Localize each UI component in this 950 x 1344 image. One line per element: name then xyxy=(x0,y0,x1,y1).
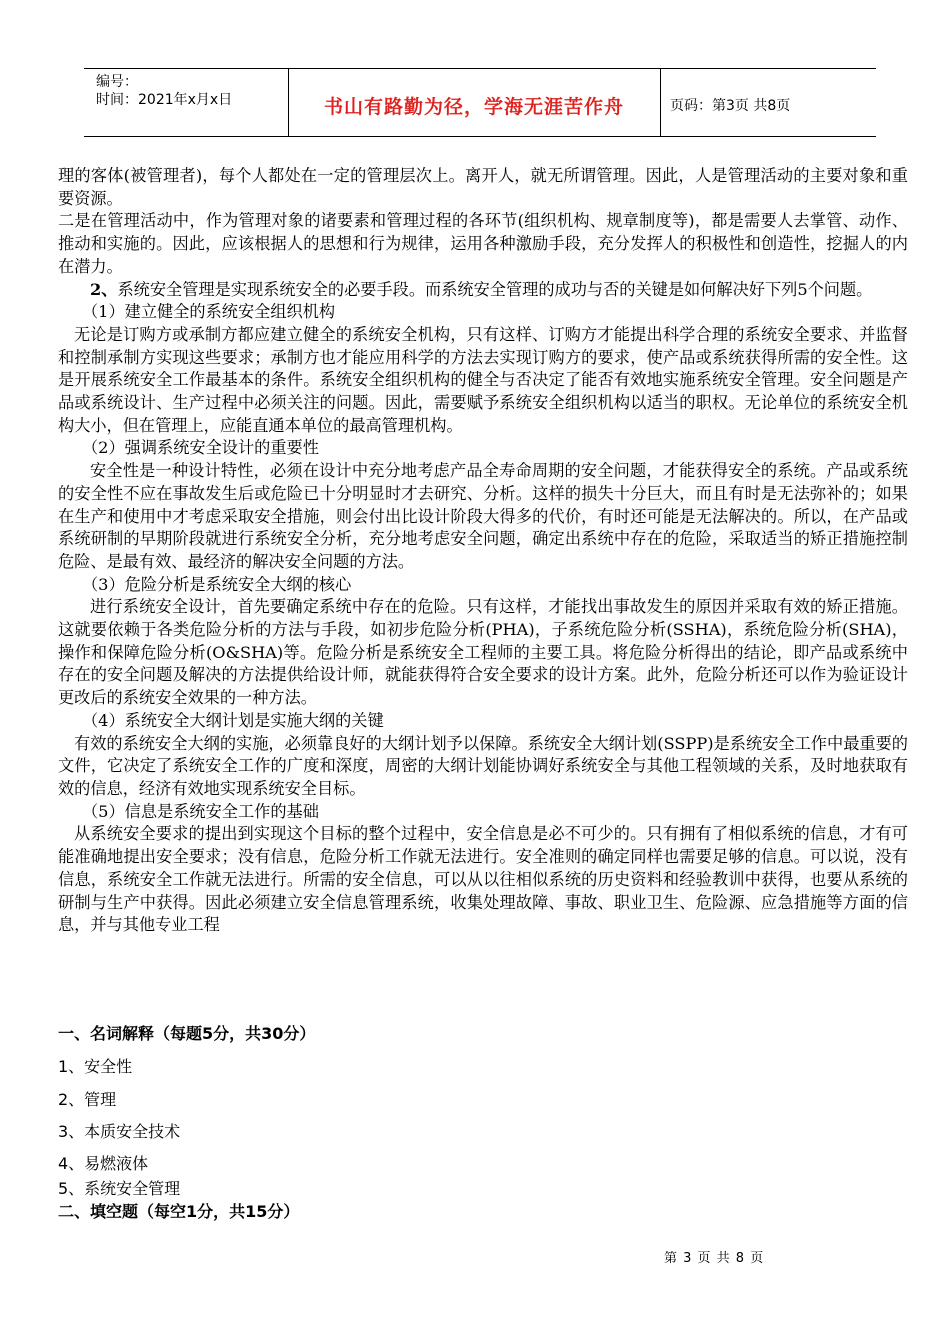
section-title-fill-blank: 二、填空题（每空1分，共15分） xyxy=(58,1202,300,1221)
subheading: （5）信息是系统安全工作的基础 xyxy=(82,801,319,821)
document-time-label: 时间：2021年x月x日 xyxy=(96,92,233,108)
header-divider xyxy=(660,69,661,136)
definition-item: 2、管理 xyxy=(58,1090,117,1109)
subheading: （3）危险分析是系统安全大纲的核心 xyxy=(82,574,352,594)
definition-item: 1、安全性 xyxy=(58,1057,133,1076)
subheading: （4）系统安全大纲计划是实施大纲的关键 xyxy=(82,710,384,730)
definition-item: 4、易燃液体 xyxy=(58,1154,149,1173)
paragraph xyxy=(58,279,908,302)
document-number-label: 编号： xyxy=(96,74,138,90)
definition-item: 5、系统安全管理 xyxy=(58,1179,181,1198)
paragraph: 有效的系统安全大纲的实施，必须靠良好的大纲计划予以保障。系统安全大纲计划(SSPP)是系统安全工作中最重要的文件，它决定了系统安全工作的广度和深度，周密的大纲计划能协调好系统安全与其他工程领域的关系，及时地获取有效的信息，经济有效地实现系统安全目标。 xyxy=(58,733,908,798)
header-motto: 书山有路勤为径，学海无涯苦作舟 xyxy=(323,96,624,118)
paragraph: 无论是订购方或承制方都应建立健全的系统安全机构，只有这样、订购方才能提出科学合理的系统安全要求、并监督和控制承制方实现这些要求；承制方也才能应用科学的方法去实现订购方的要求，使产品或系统获得所需的安全性。这是开展系统安全工作最基本的条件。系统安全组织机构的健全与否决定了能否有效地实施系统安全管理。安全问题是产品或系统设计、生产过程中必须关注的问题。因此，需要赋予系统安全组织机构以适当的职权。无论单位的系统安全机构大小，但在管理上，应能直通本单位的最高管理机构。 xyxy=(58,324,908,435)
paragraph-text: 系统安全管理是实现系统安全的必要手段。而系统安全管理的成功与否的关键是如何解决好下列5个问题。 xyxy=(117,279,873,299)
subheading: （1）建立健全的系统安全组织机构 xyxy=(82,302,336,322)
subheading: （2）强调系统安全设计的重要性 xyxy=(82,438,319,458)
point-number: 2、 xyxy=(90,279,118,299)
section-title-definitions: 一、名词解释（每题5分，共30分） xyxy=(58,1024,316,1043)
paragraph: 进行系统安全设计，首先要确定系统中存在的危险。只有这样，才能找出事故发生的原因并采取有效的矫正措施。这就要依赖于各类危险分析的方法与手段，如初步危险分析(PHA)，子系统危险分析(SSHA)，系统危险分析(SHA)，操作和保障危险分析(O&SHA)等。危险分析是系统安全工程师的主要工具。将危险分析得出的结论，即产品或系统中存在的安全问题及解决的方法提供给设计师，就能获得符合安全要求的设计方案。此外，危险分析还可以作为验证设计更改后的系统安全效果的一种方法。 xyxy=(58,597,908,708)
definition-item: 3、本质安全技术 xyxy=(58,1122,181,1141)
page-footer: 第 3 页 共 8 页 xyxy=(664,1251,764,1266)
paragraph: 二是在管理活动中，作为管理对象的诸要素和管理过程的各环节(组织机构、规章制度等)，都是需要人去掌管、动作、推动和实施的。因此，应该根据人的思想和行为规律，运用各种激励手段，充分发挥人的积极性和创造性，挖掘人的内在潜力。 xyxy=(58,211,908,276)
paragraph: 安全性是一种设计特性，必须在设计中充分地考虑产品全寿命周期的安全问题，才能获得安全的系统。产品或系统的安全性不应在事故发生后或危险已十分明显时才去研究、分析。这样的损失十分巨大，而且有时是无法弥补的；如果在生产和使用中才考虑采取安全措施，则会付出比设计阶段大得多的代价，有时还可能是无法解决的。所以，在产品或系统研制的早期阶段就进行系统安全分析，充分地考虑安全问题，确定出系统中存在的危险，采取适当的矫正措施控制危险、是最有效、最经济的解决安全问题的方法。 xyxy=(58,461,908,571)
header-page-label: 页码：第3页 共8页 xyxy=(670,98,791,114)
header-meta xyxy=(96,73,232,109)
paragraph: 从系统安全要求的提出到实现这个目标的整个过程中，安全信息是必不可少的。只有拥有了相似系统的信息，才有可能准确地提出安全要求；没有信息，危险分析工作就无法进行。安全准则的确定同样也需要足够的信息。可以说，没有信息，系统安全工作就无法进行。所需的安全信息，可以从以往相似系统的历史资料和经验教训中获得，也要从系统的研制与生产中获得。因此必须建立安全信息管理系统，收集处理故障、事故、职业卫生、危险源、应急措施等方面的信息，并与其他专业工程 xyxy=(58,824,908,935)
paragraph: 理的客体(被管理者)，每个人都处在一定的管理层次上。离开人，就无所谓管理。因此，人是管理活动的主要对象和重要资源。 xyxy=(58,166,908,208)
page-header xyxy=(84,68,876,137)
document-body xyxy=(58,165,908,937)
